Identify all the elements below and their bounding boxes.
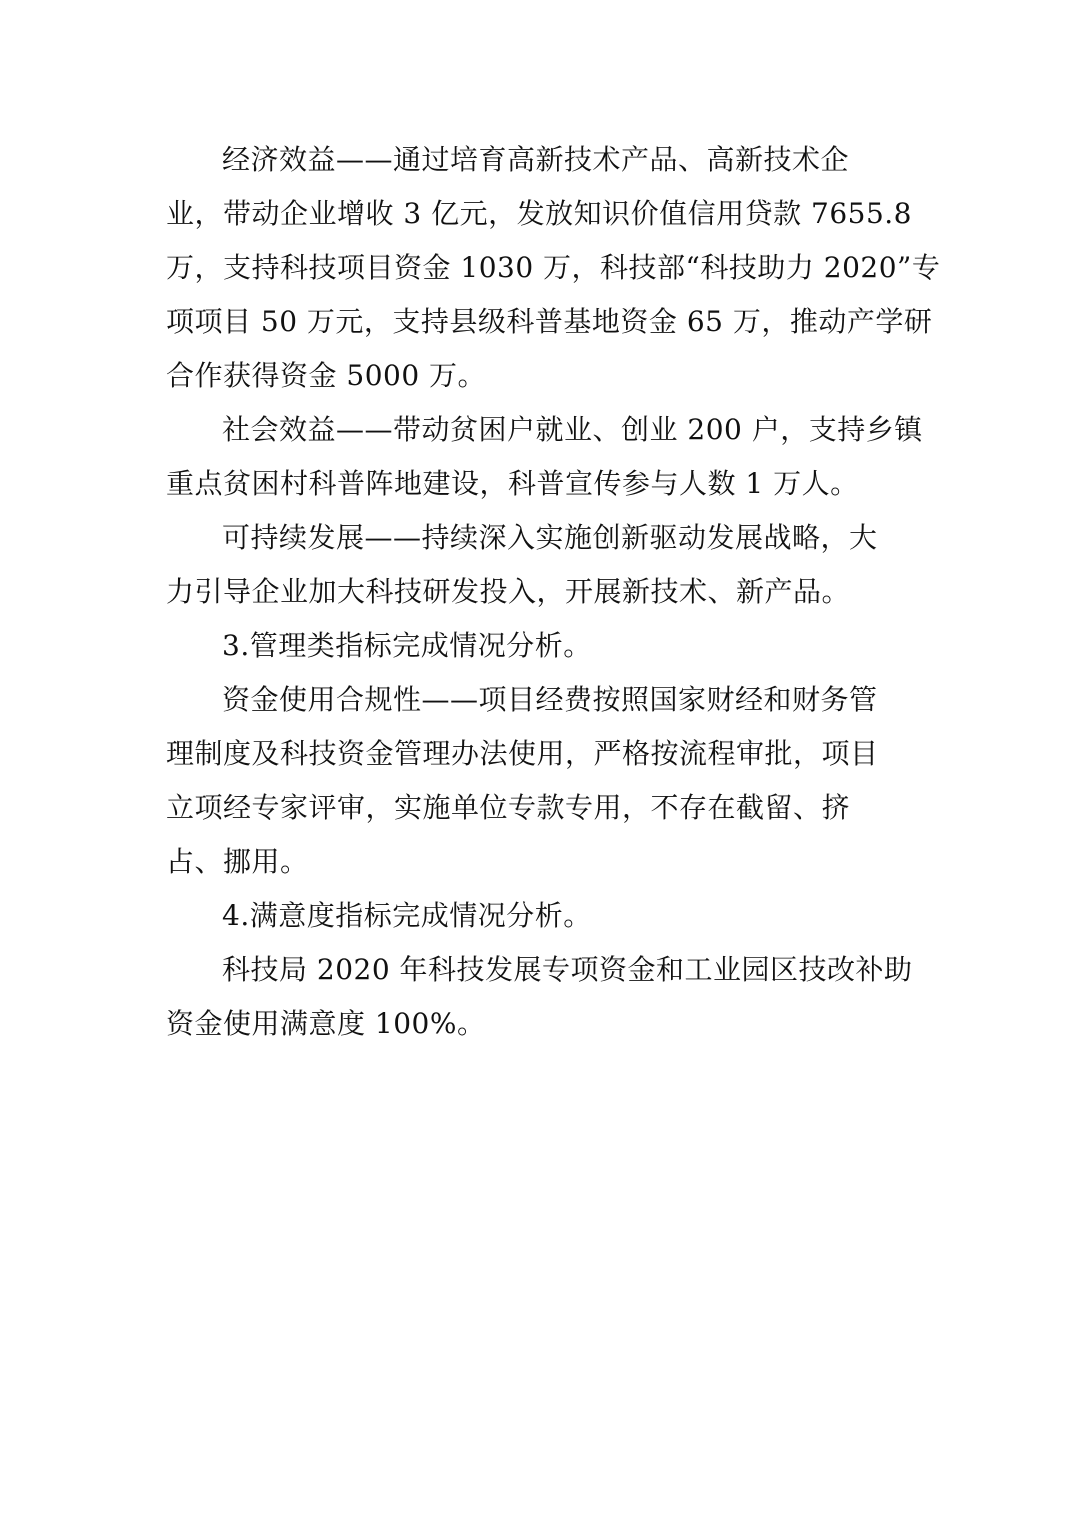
paragraph-social-benefit-line-1: 社会效益——带动贫困户就业、创业 200 户，支持乡镇 bbox=[222, 413, 923, 446]
paragraph-satisfaction-line-2: 资金使用满意度 100%。 bbox=[166, 1007, 486, 1040]
paragraph-economic-benefit-line-2: 业，带动企业增收 3 亿元，发放知识价值信用贷款 7655.8 bbox=[166, 197, 912, 230]
paragraph-economic-benefit-line-1: 经济效益——通过培育高新技术产品、高新技术企 bbox=[222, 143, 850, 176]
paragraph-sustainable-line-1: 可持续发展——持续深入实施创新驱动发展战略，大 bbox=[222, 521, 878, 554]
heading-management-indicators: 3.管理类指标完成情况分析。 bbox=[222, 629, 592, 662]
paragraph-economic-benefit-line-3: 万，支持科技项目资金 1030 万，科技部“科技助力 2020”专 bbox=[166, 251, 941, 284]
paragraph-compliance-line-1: 资金使用合规性——项目经费按照国家财经和财务管 bbox=[222, 683, 878, 716]
paragraph-compliance-line-2: 理制度及科技资金管理办法使用，严格按流程审批，项目 bbox=[166, 737, 879, 770]
document-body bbox=[166, 133, 941, 1051]
paragraph-sustainable-line-2: 力引导企业加大科技研发投入，开展新技术、新产品。 bbox=[166, 575, 851, 608]
paragraph-economic-benefit-line-5: 合作获得资金 5000 万。 bbox=[166, 359, 487, 392]
paragraph-social-benefit-line-2: 重点贫困村科普阵地建设，科普宣传参与人数 1 万人。 bbox=[166, 467, 859, 500]
paragraph-compliance-line-3: 立项经专家评审，实施单位专款专用，不存在截留、挤 bbox=[166, 791, 851, 824]
paragraph-economic-benefit-line-4: 项项目 50 万元，支持县级科普基地资金 65 万，推动产学研 bbox=[166, 305, 933, 338]
paragraph-satisfaction-line-1: 科技局 2020 年科技发展专项资金和工业园区技改补助 bbox=[222, 953, 913, 986]
heading-satisfaction-indicators: 4.满意度指标完成情况分析。 bbox=[222, 899, 592, 932]
paragraph-compliance-line-4: 占、挪用。 bbox=[166, 845, 309, 878]
